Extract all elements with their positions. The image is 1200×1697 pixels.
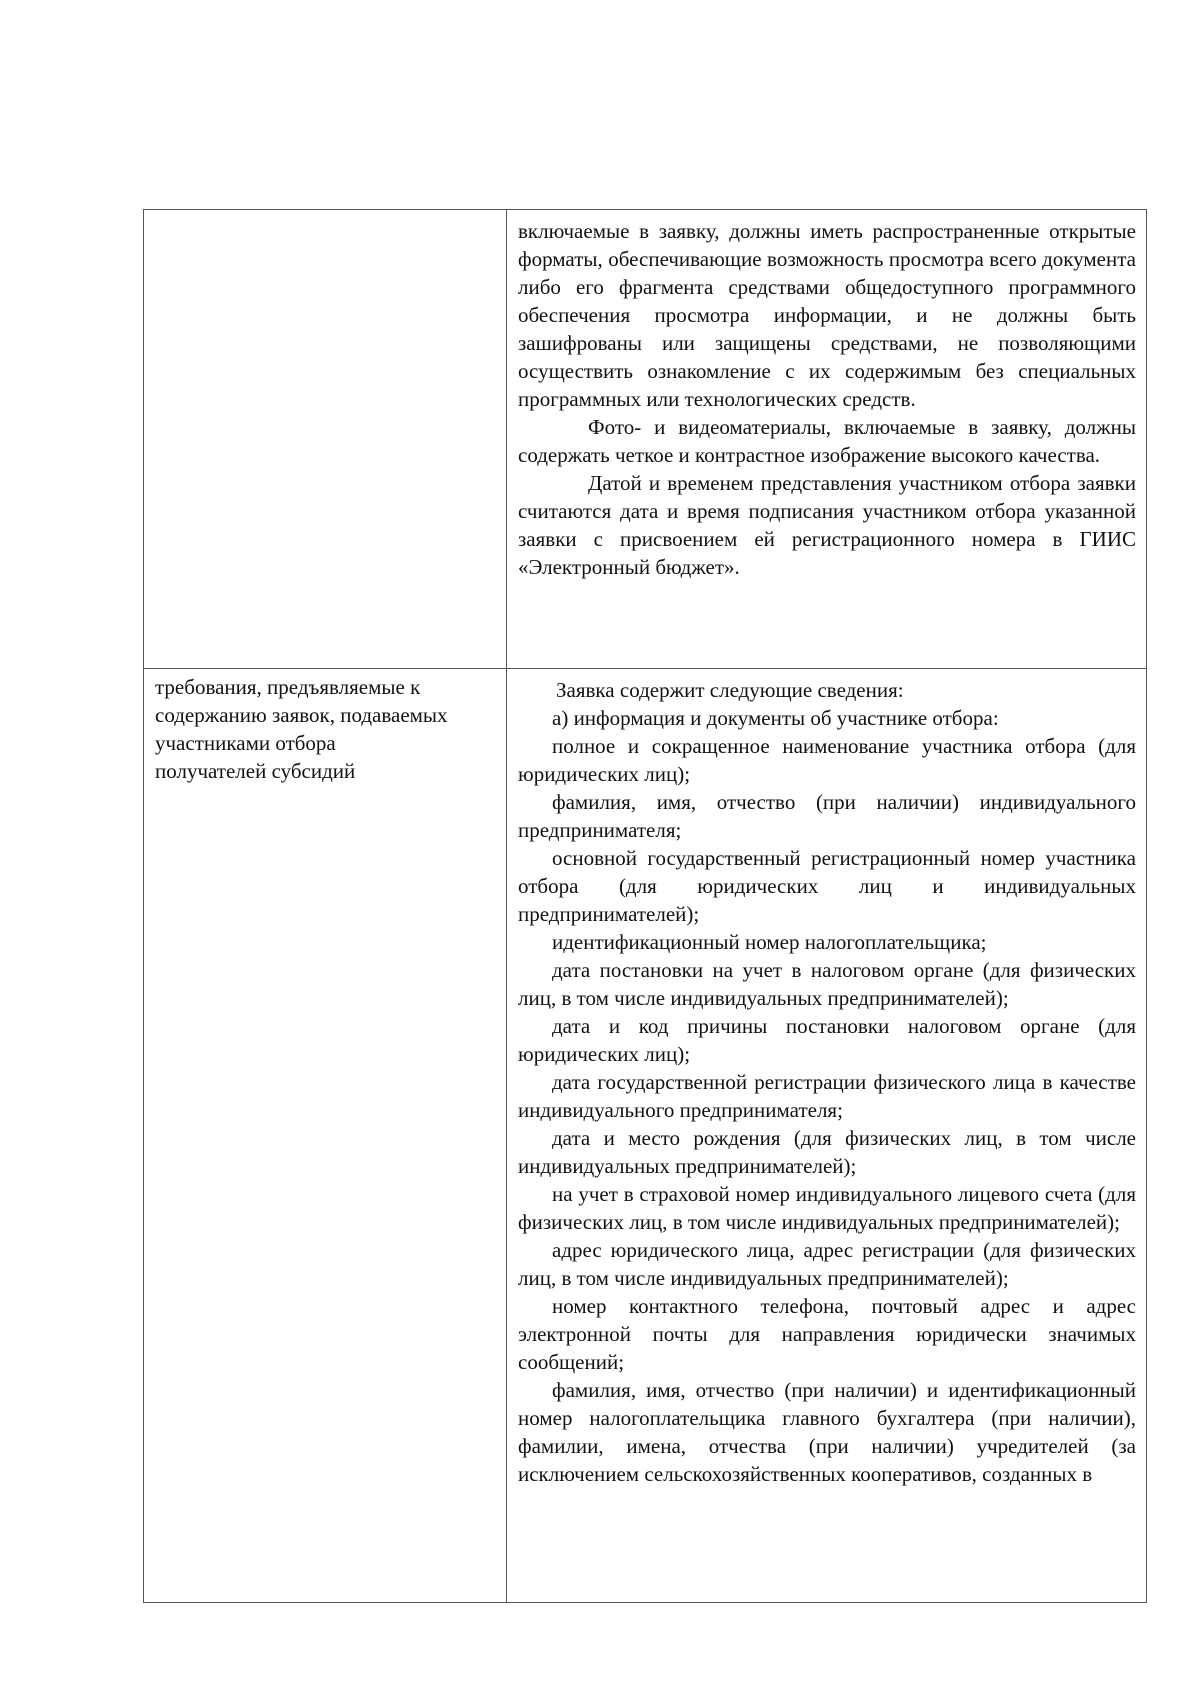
table-row <box>144 669 1147 1603</box>
row2-left-line: содержанию заявок, подаваемых <box>155 703 448 727</box>
row2-paragraph: а) информация и документы об участнике отбора: <box>552 706 999 730</box>
row1-left-cell <box>144 210 507 669</box>
row2-paragraph: на учет в страховой номер индивидуального лицевого счета (для физических лиц, в том числе индивидуальных предпринимателей); <box>518 1182 1136 1234</box>
row2-left-cell <box>144 669 507 1603</box>
row1-right-cell <box>507 210 1147 669</box>
row2-paragraph: полное и сокращенное наименование участника отбора (для юридических лиц); <box>518 734 1136 786</box>
row2-paragraph: дата и место рождения (для физических лиц, в том числе индивидуальных предпринимателей); <box>518 1126 1136 1178</box>
row2-paragraph: Заявка содержит следующие сведения: <box>556 678 904 702</box>
row2-paragraph: дата государственной регистрации физического лица в качестве индивидуального предпринимателя; <box>518 1070 1136 1122</box>
row2-left-line: участниками отбора <box>155 731 336 755</box>
row2-paragraph: номер контактного телефона, почтовый адрес и адрес электронной почты для направления юридически значимых сообщений; <box>518 1294 1136 1374</box>
requirements-table <box>143 209 1147 1603</box>
row1-paragraph-2: Фото- и видеоматериалы, включаемые в заявку, должны содержать четкое и контрастное изображение высокого качества. <box>518 415 1136 467</box>
row2-paragraph: фамилия, имя, отчество (при наличии) индивидуального предпринимателя; <box>518 790 1136 842</box>
row2-left-line: получателей субсидий <box>155 759 356 783</box>
row2-paragraph: основной государственный регистрационный номер участника отбора (для юридических лиц и индивидуальных предпринимателей); <box>518 846 1136 926</box>
row2-paragraph: адрес юридического лица, адрес регистрации (для физических лиц, в том числе индивидуальных предпринимателей); <box>518 1238 1136 1290</box>
table-row <box>144 210 1147 669</box>
row2-left-line: требования, предъявляемые к <box>155 675 421 699</box>
row2-paragraph: дата постановки на учет в налоговом органе (для физических лиц, в том числе индивидуальных предпринимателей); <box>518 958 1136 1010</box>
row1-left-text <box>144 210 506 214</box>
row2-paragraph: дата и код причины постановки налоговом органе (для юридических лиц); <box>518 1014 1136 1066</box>
row2-right-cell <box>507 669 1147 1603</box>
row1-paragraph-1: включаемые в заявку, должны иметь распространенные открытые форматы, обеспечивающие возможность просмотра всего документа либо его фрагмента средствами общедоступного программного обеспечения просмотра информации, и не должны быть зашифрованы или защищены средствами, не позволяющими осуществить ознакомление с их содержимым без специальных программных или технологических средств. <box>518 219 1136 411</box>
row1-paragraph-3: Датой и временем представления участником отбора заявки считаются дата и время подписания участником отбора указанной заявки с присвоением ей регистрационного номера в ГИИС «Электронный бюджет». <box>518 471 1136 579</box>
row2-paragraph: идентификационный номер налогоплательщика; <box>552 930 987 954</box>
row2-paragraph: фамилия, имя, отчество (при наличии) и идентификационный номер налогоплательщика главного бухгалтера (при наличии), фамилии, имена, отчества (при наличии) учредителей (за исключением сельскохозяйственных кооперативов, созданных в <box>518 1378 1136 1486</box>
